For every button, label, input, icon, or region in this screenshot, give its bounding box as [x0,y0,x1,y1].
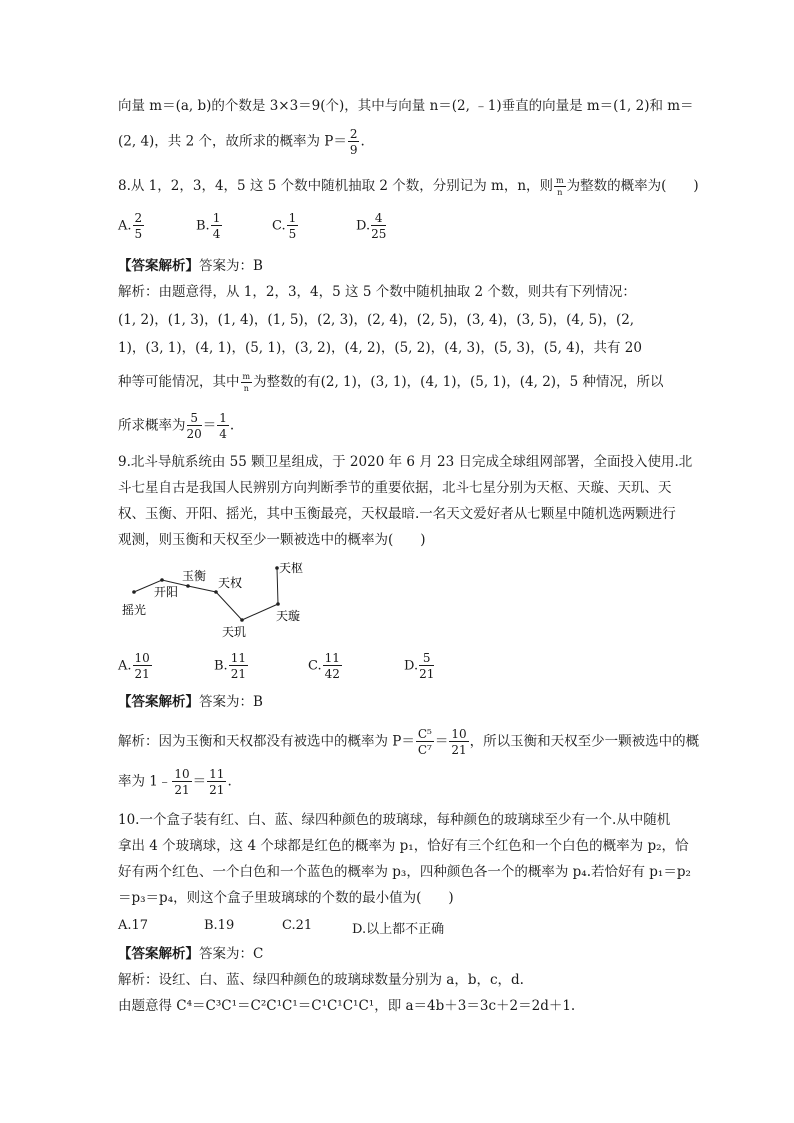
q8-option-a[interactable] [118,212,145,240]
star-label-tianji: 天玑 [222,625,247,639]
fraction-numerator: 11 [324,651,340,665]
text-segment: 拿出 4 个玻璃球，这 4 个球都是红色的概率为 p₁，恰好有三个红色和一个白色的概率为 p₂，恰 [118,838,689,854]
text-segment: . [229,417,235,434]
text-line [118,128,365,156]
q9-option-d[interactable] [404,652,435,680]
q8-analysis-line [118,372,663,393]
text-segment: ＝ [202,417,217,434]
fraction-numerator: 1 [288,211,297,225]
text-segment: ＝p₃＝p₄，则这个盒子里玻璃球的个数的最小值为( ) [118,890,454,906]
star-label-tianquan: 天权 [218,576,243,590]
fraction-denominator: 4 [212,227,221,241]
fraction [133,652,152,680]
text-segment: ＝ [434,733,449,750]
q10-option-c[interactable] [282,918,312,933]
q10-analysis-line [118,970,524,990]
fraction [371,212,386,240]
text-segment: 10.一个盒子装有红、白、蓝、绿四种颜色的玻璃球，每种颜色的玻璃球至少有一个.从中随机 [118,812,671,828]
option-label: D.以上都不正确 [352,922,445,937]
fraction-numerator: m [242,371,251,381]
fraction-denominator: 20 [186,427,202,441]
fraction-denominator: n [243,383,249,393]
q10-analysis-line [118,996,575,1016]
text-segment: ＝ [192,773,207,790]
q10-option-a[interactable] [118,918,148,933]
fraction-numerator: m [556,175,564,185]
text-segment: 9.北斗导航系统由 55 颗卫星组成，于 2020 年 6 月 23 日完成全球组网部署，全面投入使用.北 [118,454,693,470]
q8-answer [118,256,263,276]
answer-text: 答案为：B [199,258,263,274]
text-segment: ，所以玉衡和天权至少一颗被选中的概 [469,733,700,750]
answer-text: 答案为：B [199,694,263,710]
q9-stem-line [118,478,672,498]
text-line [118,96,694,116]
star-label-yaoguang: 摇光 [122,603,147,617]
star-label-tianshu: 天枢 [279,561,304,575]
option-label: D. [356,218,371,234]
star-dot-kaiyang [160,578,164,582]
q8-analysis-line [118,310,634,330]
fraction [211,212,223,240]
q9-stem-line [118,530,426,550]
fraction-denominator: 5 [134,227,143,241]
fraction [217,412,229,440]
q8-stem [118,176,699,197]
fraction-denominator: C⁷ [417,743,432,757]
text-segment: 种等可能情况，其中 [118,374,240,390]
fraction [449,728,468,756]
fraction-denominator: 4 [219,427,227,441]
q10-answer [118,944,263,964]
fraction-numerator: 4 [371,212,386,226]
fraction-numerator: 2 [349,127,358,141]
fraction [187,412,202,440]
star-dot-tianxuan [276,602,280,606]
option-label: D. [404,658,419,674]
fraction [172,768,191,796]
star-label-kaiyang: 开阳 [154,585,179,599]
fraction-denominator: 21 [419,667,435,681]
q9-stem-line [118,504,676,524]
fraction [241,373,253,393]
q10-stem-line [118,836,689,856]
q10-option-d[interactable] [352,918,444,937]
option-label: C. [272,218,286,234]
q10-stem-line [118,862,691,882]
star-label-tianxuan: 天璇 [276,609,301,623]
fraction [323,652,342,680]
star-dot-tianquan [214,590,218,594]
fraction-denominator: 9 [349,143,358,157]
fraction-denominator: 25 [371,227,387,241]
fraction-denominator: 21 [174,783,190,797]
q10-stem-line [118,888,454,908]
q9-option-b[interactable] [214,652,249,680]
fraction [207,768,226,796]
text-segment: 为整数的有(2, 1)，(3, 1)，(4, 1)，(5, 1)，(4, 2)，5 种情况，所以 [253,374,664,390]
text-segment: 率为 1﹣ [118,773,172,790]
fraction-numerator: 5 [419,652,434,666]
text-segment: (1, 2)，(1, 3)，(1, 4)，(1, 5)，(2, 3)，(2, 4)，(2, 5)，(3, 4)，(3, 5)，(4, 5)，(2, [118,312,635,328]
fraction [554,177,566,197]
fraction-denominator: 21 [451,743,467,757]
text-segment: 为整数的概率为( ) [566,178,699,194]
fraction [287,212,299,240]
fraction [419,652,434,680]
text-segment: 向量 m＝(a, b)的个数是 3×3＝9(个)，其中与向量 n＝(2, ﹣1)垂直的向量是 m＝(1, 2)和 m＝ [118,98,694,114]
text-segment: 解析：因为玉衡和天权都没有被选中的概率为 P＝ [118,733,415,750]
fraction-numerator: C⁵ [417,727,432,741]
q10-stem-line [118,810,670,830]
fraction-numerator: 10 [174,767,190,781]
fraction-numerator: 1 [219,411,227,425]
text-segment: (2, 4)，共 2 个，故所求的概率为 P＝ [118,133,347,150]
fraction [229,652,248,680]
option-label: B.19 [204,918,235,933]
fraction-denominator: 21 [230,667,246,681]
fraction [133,212,145,240]
star-dot-yuheng [186,584,190,588]
answer-text: 答案为：C [199,946,264,962]
text-segment: 解析：设红、白、蓝、绿四种颜色的玻璃球数量分别为 a，b，c，d. [118,972,524,988]
q9-option-c[interactable] [308,652,343,680]
option-label: C. [308,658,322,674]
q8-option-c[interactable] [272,212,299,240]
q8-analysis-line [118,282,636,302]
fraction-denominator: 21 [134,667,150,681]
answer-tag: 【答案解析】 [118,694,199,710]
answer-tag: 【答案解析】 [118,946,199,962]
text-segment: . [227,773,232,790]
q9-answer [118,692,263,712]
text-segment: 8.从 1，2，3，4，5 这 5 个数中随机抽取 2 个数，分别记为 m，n，则 [118,178,554,194]
q9-stem-line [118,452,692,472]
text-segment: 由题意得 C⁴＝C³C¹＝C²C¹C¹＝C¹C¹C¹C¹，即 a＝4b＋3＝3c＋2＝2d＋1. [118,998,576,1014]
text-segment: 1)，(3, 1)，(4, 1)，(5, 1)，(3, 2)，(4, 2)，(5, 2)，(4, 3)，(5, 3)，(5, 4)，共有 20 [118,340,642,356]
fraction-numerator: 1 [212,211,221,225]
option-label: A. [118,218,132,234]
fraction-numerator: 10 [134,651,150,665]
option-label: C.21 [282,918,313,933]
option-label: B. [214,658,228,674]
fraction-numerator: 5 [187,412,202,426]
text-segment: 所求概率为 [118,417,186,434]
fraction-numerator: 11 [230,651,246,665]
q9-analysis-line [118,728,699,756]
fraction-denominator: 42 [324,667,340,681]
star-dot-tianji [240,618,244,622]
fraction-denominator: 5 [288,227,297,241]
text-segment: 解析：由题意得，从 1，2，3，4，5 这 5 个数中随机抽取 2 个数，则共有下列情况： [118,284,636,300]
fraction-denominator: 21 [209,783,225,797]
fraction [348,128,360,156]
big-dipper-figure [118,556,318,646]
star-dot-yaoguang [132,590,136,594]
star-label-yuheng: 玉衡 [182,569,207,583]
q8-analysis-line [118,412,234,440]
text-segment: 权、玉衡、开阳、摇光，其中玉衡最亮，天权最暗.一名天文爱好者从七颗星中随机选两颗进行 [118,506,676,522]
text-segment: 观测，则玉衡和天权至少一颗被选中的概率为( ) [118,532,426,548]
text-segment: . [360,133,365,150]
fraction-numerator: 10 [451,727,467,741]
q9-option-a[interactable] [118,652,153,680]
q9-analysis-line [118,768,232,796]
option-label: A. [118,658,132,674]
fraction-numerator: 2 [134,211,143,225]
q8-option-b[interactable] [196,212,223,240]
q8-option-d[interactable] [356,212,387,240]
q8-analysis-line [118,338,642,358]
fraction-numerator: 11 [209,767,225,781]
fraction [416,728,434,756]
q10-option-b[interactable] [204,918,234,933]
fraction-denominator: n [557,187,563,197]
answer-tag: 【答案解析】 [118,258,199,274]
text-segment: 斗七星自古是我国人民辨别方向判断季节的重要依据，北斗七星分别为天枢、天璇、天玑、天 [118,480,672,496]
text-segment: 好有两个红色、一个白色和一个蓝色的概率为 p₃，四种颜色各一个的概率为 p₄.若恰好有 p₁＝p₂ [118,864,691,880]
option-label: A.17 [118,918,149,933]
option-label: B. [196,218,210,234]
